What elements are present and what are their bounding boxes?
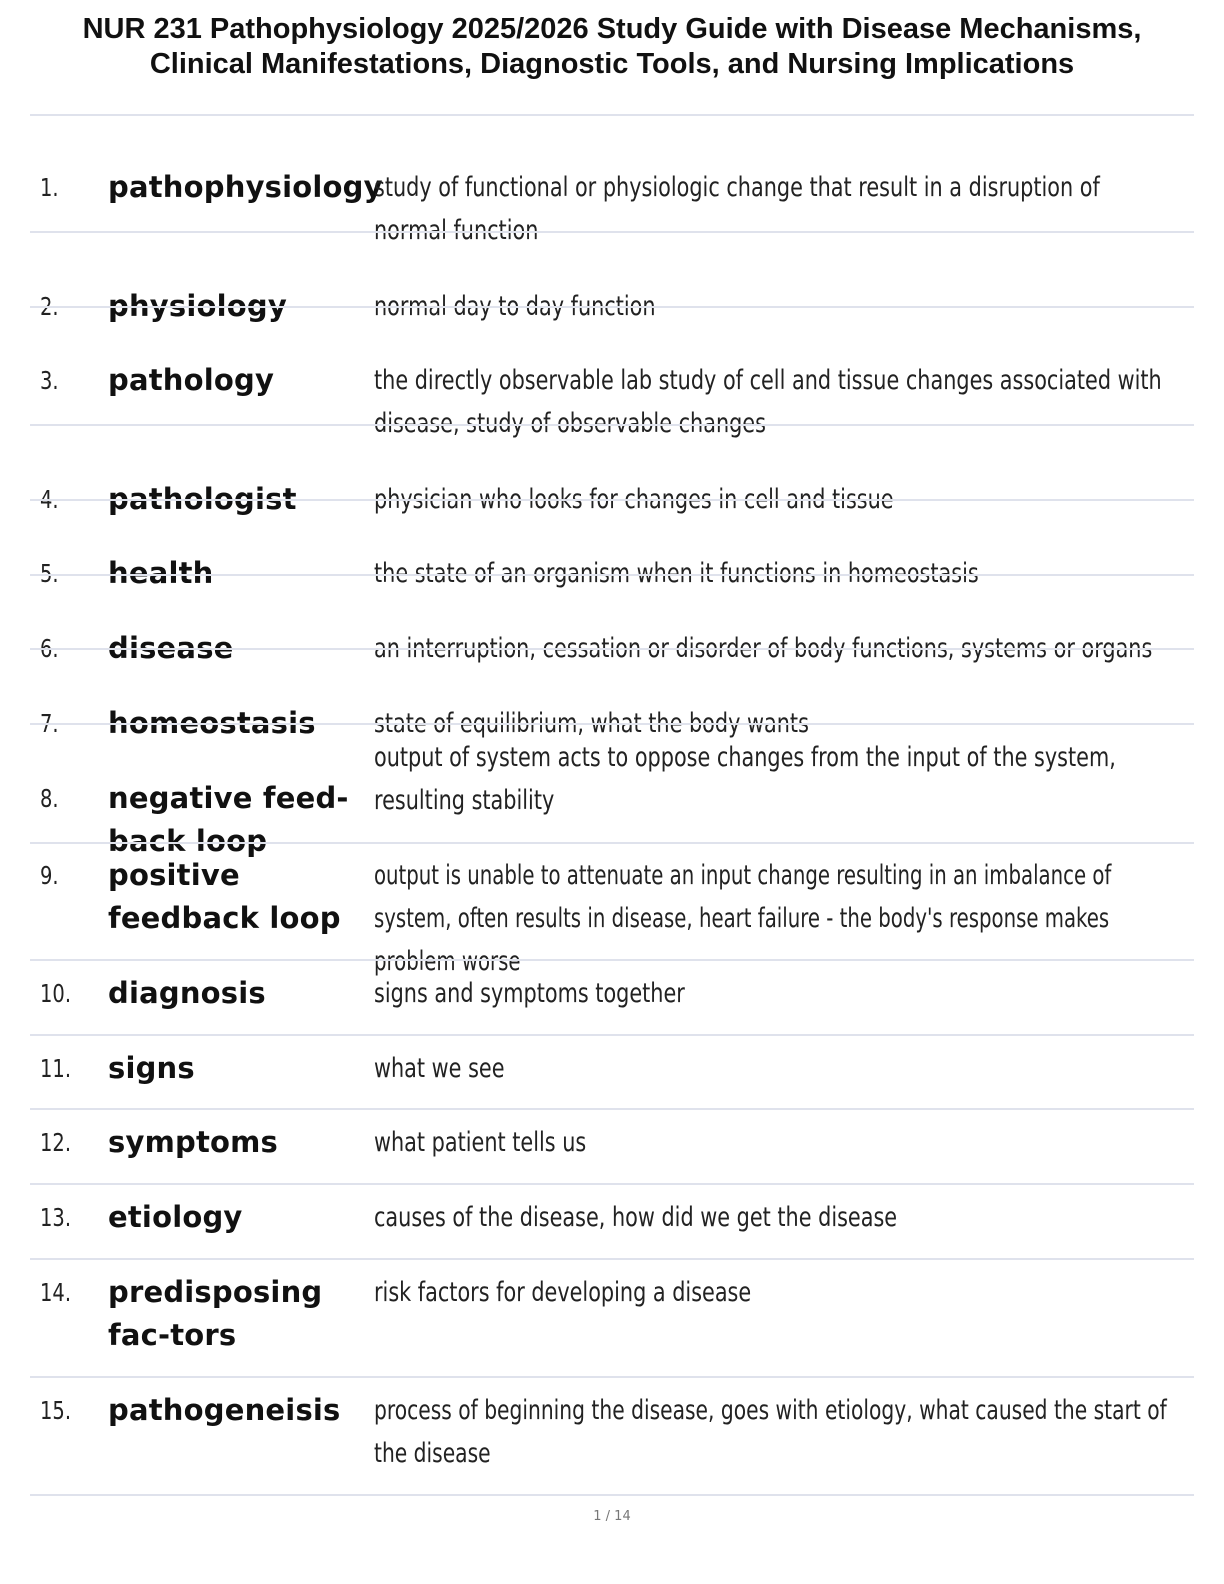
term-definition: what we see <box>374 1053 505 1084</box>
term-name: pathologist <box>108 482 297 516</box>
term-name: etiology <box>108 1200 243 1234</box>
term-name: diagnosis <box>108 976 266 1010</box>
term-number: 8. <box>40 784 59 813</box>
term-number: 6. <box>40 634 59 663</box>
term-name: symptoms <box>108 1125 279 1159</box>
page-indicator: 1 / 14 <box>593 1509 631 1524</box>
term-definition: output of system acts to oppose changes from the input of the system, resulting stability <box>374 742 1116 816</box>
row-divider <box>30 306 1194 308</box>
term-number: 13. <box>40 1203 72 1232</box>
term-definition: causes of the disease, how did we get the disease <box>374 1202 898 1233</box>
term-name: pathogeneisis <box>108 1393 341 1427</box>
term-name: predisposing fac-tors <box>108 1275 323 1352</box>
term-name: negative feed-back loop <box>108 781 349 858</box>
term-name: pathophysiology <box>108 170 383 204</box>
row-divider <box>30 1494 1194 1496</box>
row-divider <box>30 648 1194 650</box>
term-number: 9. <box>40 861 59 890</box>
term-definition: output is unable to attenuate an input change resulting in an imbalance of system, often results in disease, heart failure - the body's response makes problem worse <box>374 860 1112 977</box>
term-number: 4. <box>40 485 59 514</box>
term-number: 11. <box>40 1054 72 1083</box>
term-number: 12. <box>40 1128 72 1157</box>
term-number: 7. <box>40 709 59 738</box>
row-divider <box>30 723 1194 725</box>
term-name: signs <box>108 1051 195 1085</box>
term-number: 1. <box>40 173 59 202</box>
term-definition: risk factors for developing a disease <box>374 1277 752 1308</box>
term-name: health <box>108 556 214 590</box>
row-divider <box>30 1376 1194 1378</box>
term-number: 14. <box>40 1278 72 1307</box>
term-number: 10. <box>40 979 72 1008</box>
term-name: pathology <box>108 363 275 397</box>
row-divider <box>30 1258 1194 1260</box>
row-divider <box>30 959 1194 961</box>
row-divider <box>30 231 1194 233</box>
document-title-line-2: Clinical Manifestations, Diagnostic Tools, and Nursing Implications <box>149 48 1075 80</box>
term-name: disease <box>108 631 234 665</box>
row-divider <box>30 842 1194 844</box>
term-definition: physician who looks for changes in cell and tissue <box>374 484 894 515</box>
term-definition: the state of an organism when it functions in homeostasis <box>374 558 979 589</box>
row-divider <box>30 1034 1194 1036</box>
term-definition: state of equilibrium, what the body wants <box>374 708 809 739</box>
term-definition: study of functional or physiologic change that result in a disruption of normal function <box>374 172 1100 246</box>
term-number: 3. <box>40 366 59 395</box>
term-number: 2. <box>40 292 59 321</box>
term-name: positive feedback loop <box>108 858 341 935</box>
term-definition: normal day to day function <box>374 291 656 322</box>
term-definition: signs and symptoms together <box>374 978 685 1009</box>
row-divider <box>30 1183 1194 1185</box>
term-name: homeostasis <box>108 706 316 740</box>
term-name: physiology <box>108 289 287 323</box>
term-number: 5. <box>40 559 59 588</box>
document-title-line-1: NUR 231 Pathophysiology 2025/2026 Study Guide with Disease Mechanisms, <box>82 13 1142 45</box>
term-definition: the directly observable lab study of cell and tissue changes associated with disease, study of observable changes <box>374 365 1162 439</box>
row-divider <box>30 574 1194 576</box>
term-definition: what patient tells us <box>374 1127 587 1158</box>
row-divider <box>30 424 1194 426</box>
row-divider <box>30 499 1194 501</box>
term-definition: an interruption, cessation or disorder of body functions, systems or organs <box>374 633 1153 664</box>
row-divider <box>30 1108 1194 1110</box>
term-definition: process of beginning the disease, goes with etiology, what caused the start of the disease <box>374 1395 1167 1469</box>
term-number: 15. <box>40 1396 72 1425</box>
